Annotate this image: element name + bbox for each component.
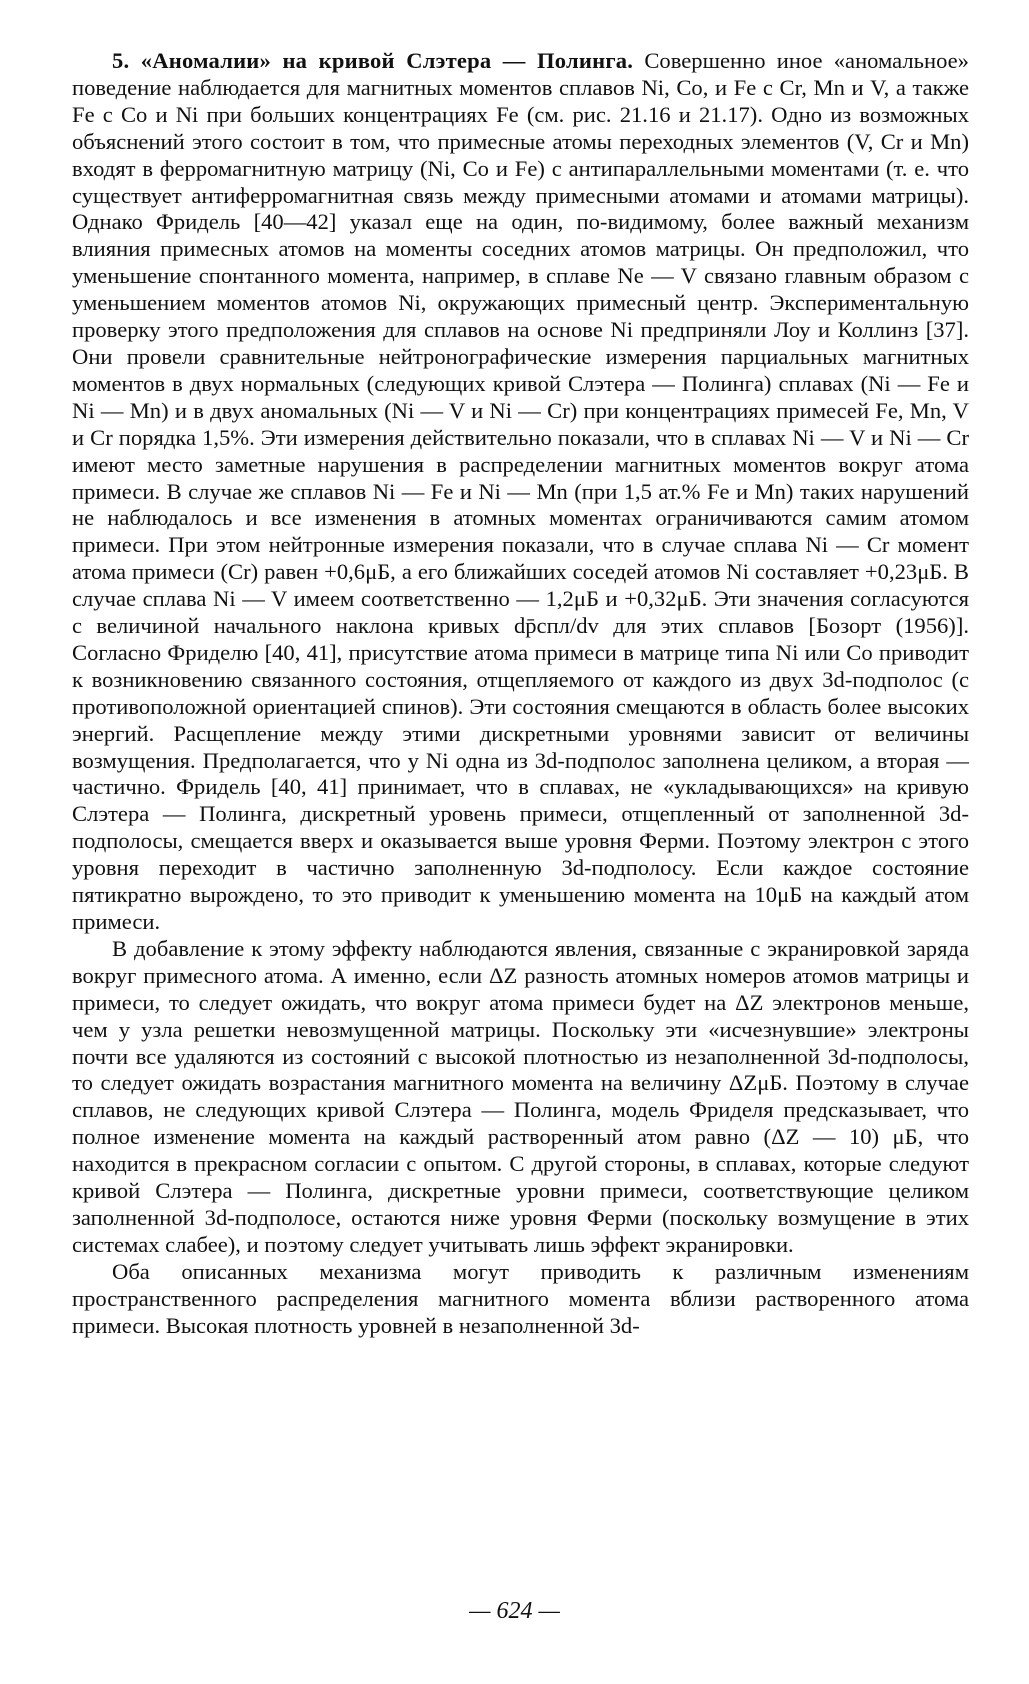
section-heading: 5. «Аномалии» на кривой Слэтера — Полинга. — [112, 48, 634, 73]
paragraph-2: В добавление к этому эффекту наблюдаются явления, связанные с экранировкой заряда вокруг примесного атома. А именно, если ΔZ разность атомных номеров атомов матрицы и примеси, то следует ожидать, что вокруг атома примеси будет на ΔZ электронов меньше, чем у узла решетки невозмущенной матрицы. Поскольку эти «исчезнувшие» электроны почти все удаляются из состояний с высокой плотностью из незаполненной 3d-подполосы, то следует ожидать возрастания магнитного момента на величину ΔZμБ. Поэтому в случае сплавов, не следующих кривой Слэтера — Полинга, модель Фриделя предсказывает, что полное изменение момента на каждый растворенный атом равно (ΔZ — 10) μБ, что находится в прекрасном согласии с опытом. С другой стороны, в сплавах, которые следуют кривой Слэтера — Полинга, дискретные уровни примеси, соответствующие целиком заполненной 3d-подполосе, остаются ниже уровня Ферми (поскольку возмущение в этих системах слабее), и поэтому следует учитывать лишь эффект экранировки. — [72, 935, 969, 1257]
page-body — [72, 48, 969, 1340]
paragraph-1 — [72, 48, 969, 936]
page-number: — 624 — — [469, 1598, 560, 1624]
paragraph-1-text: Совершенно иное «аномальное» поведение наблюдается для магнитных моментов сплавов Ni, Co, и Fe с Cr, Mn и V, а также Fe с Co и Ni при больших концентрациях Fe (см. рис. 21.16 и 21.17). Одно из возможных объяснений этого состоит в том, что примесные атомы переходных элементов (V, Cr и Mn) входят в ферромагнитную матрицу (Ni, Co и Fe) с антипараллельными моментами (т. е. что существует антиферромагнитная связь между примесными атомами и атомами матрицы). Однако Фридель [40—42] указал еще на один, по-видимому, более важный механизм влияния примесных атомов на моменты соседних атомов матрицы. Он предположил, что уменьшение спонтанного момента, например, в сплаве Ne — V связано главным образом с уменьшением моментов атомов Ni, окружающих примесный центр. Экспериментальную проверку этого предположения для сплавов на основе Ni предприняли Лоу и Коллинз [37]. Они провели сравнительные нейтронографические измерения парциальных магнитных моментов в двух нормальных (следующих кривой Слэтера — Полинга) сплавах (Ni — Fe и Ni — Mn) и в двух аномальных (Ni — V и Ni — Cr) при концентрациях примесей Fe, Mn, V и Cr порядка 1,5%. Эти измерения действительно показали, что в сплавах Ni — V и Ni — Cr имеют место заметные нарушения в распределении магнитных моментов вокруг атома примеси. В случае же сплавов Ni — Fe и Ni — Mn (при 1,5 ат.% Fe и Mn) таких нарушений не наблюдалось и все изменения в атомных моментах ограничиваются самим атомом примеси. При этом нейтронные измерения показали, что в случае сплава Ni — Cr момент атома примеси (Cr) равен +0,6μБ, а его ближайших соседей атомов Ni составляет +0,23μБ. В случае сплава Ni — V имеем соответственно — 1,2μБ и +0,32μБ. Эти значения согласуются с величиной начального наклона кривых dp̄спл/dv для этих сплавов [Бозорт (1956)]. Согласно Фриделю [40, 41], присутствие атома примеси в матрице типа Ni или Co приводит к возникновению связанного состояния, отщепляемого от каждого из двух 3d-подполос (с противоположной ориентацией спинов). Эти состояния смещаются в область более высоких энергий. Расщепление между этими дискретными уровнями зависит от величины возмущения. Предполагается, что у Ni одна из 3d-подполос заполнена целиком, а вторая — частично. Фридель [40, 41] принимает, что в сплавах, не «укладывающихся» на кривую Слэтера — Полинга, дискретный уровень примеси, отщепленный от заполненной 3d-подполосы, смещается вверх и оказывается выше уровня Ферми. Поэтому электрон с этого уровня переходит в частично заполненную 3d-подполосу. Если каждое состояние пятикратно вырождено, то это приводит к уменьшению момента на 10μБ на каждый атом примеси. — [72, 48, 969, 934]
paragraph-3: Оба описанных механизма могут приводить к различным изменениям пространственного распределения магнитного момента вблизи растворенного атома примеси. Высокая плотность уровней в незаполненной 3d- — [72, 1258, 969, 1338]
